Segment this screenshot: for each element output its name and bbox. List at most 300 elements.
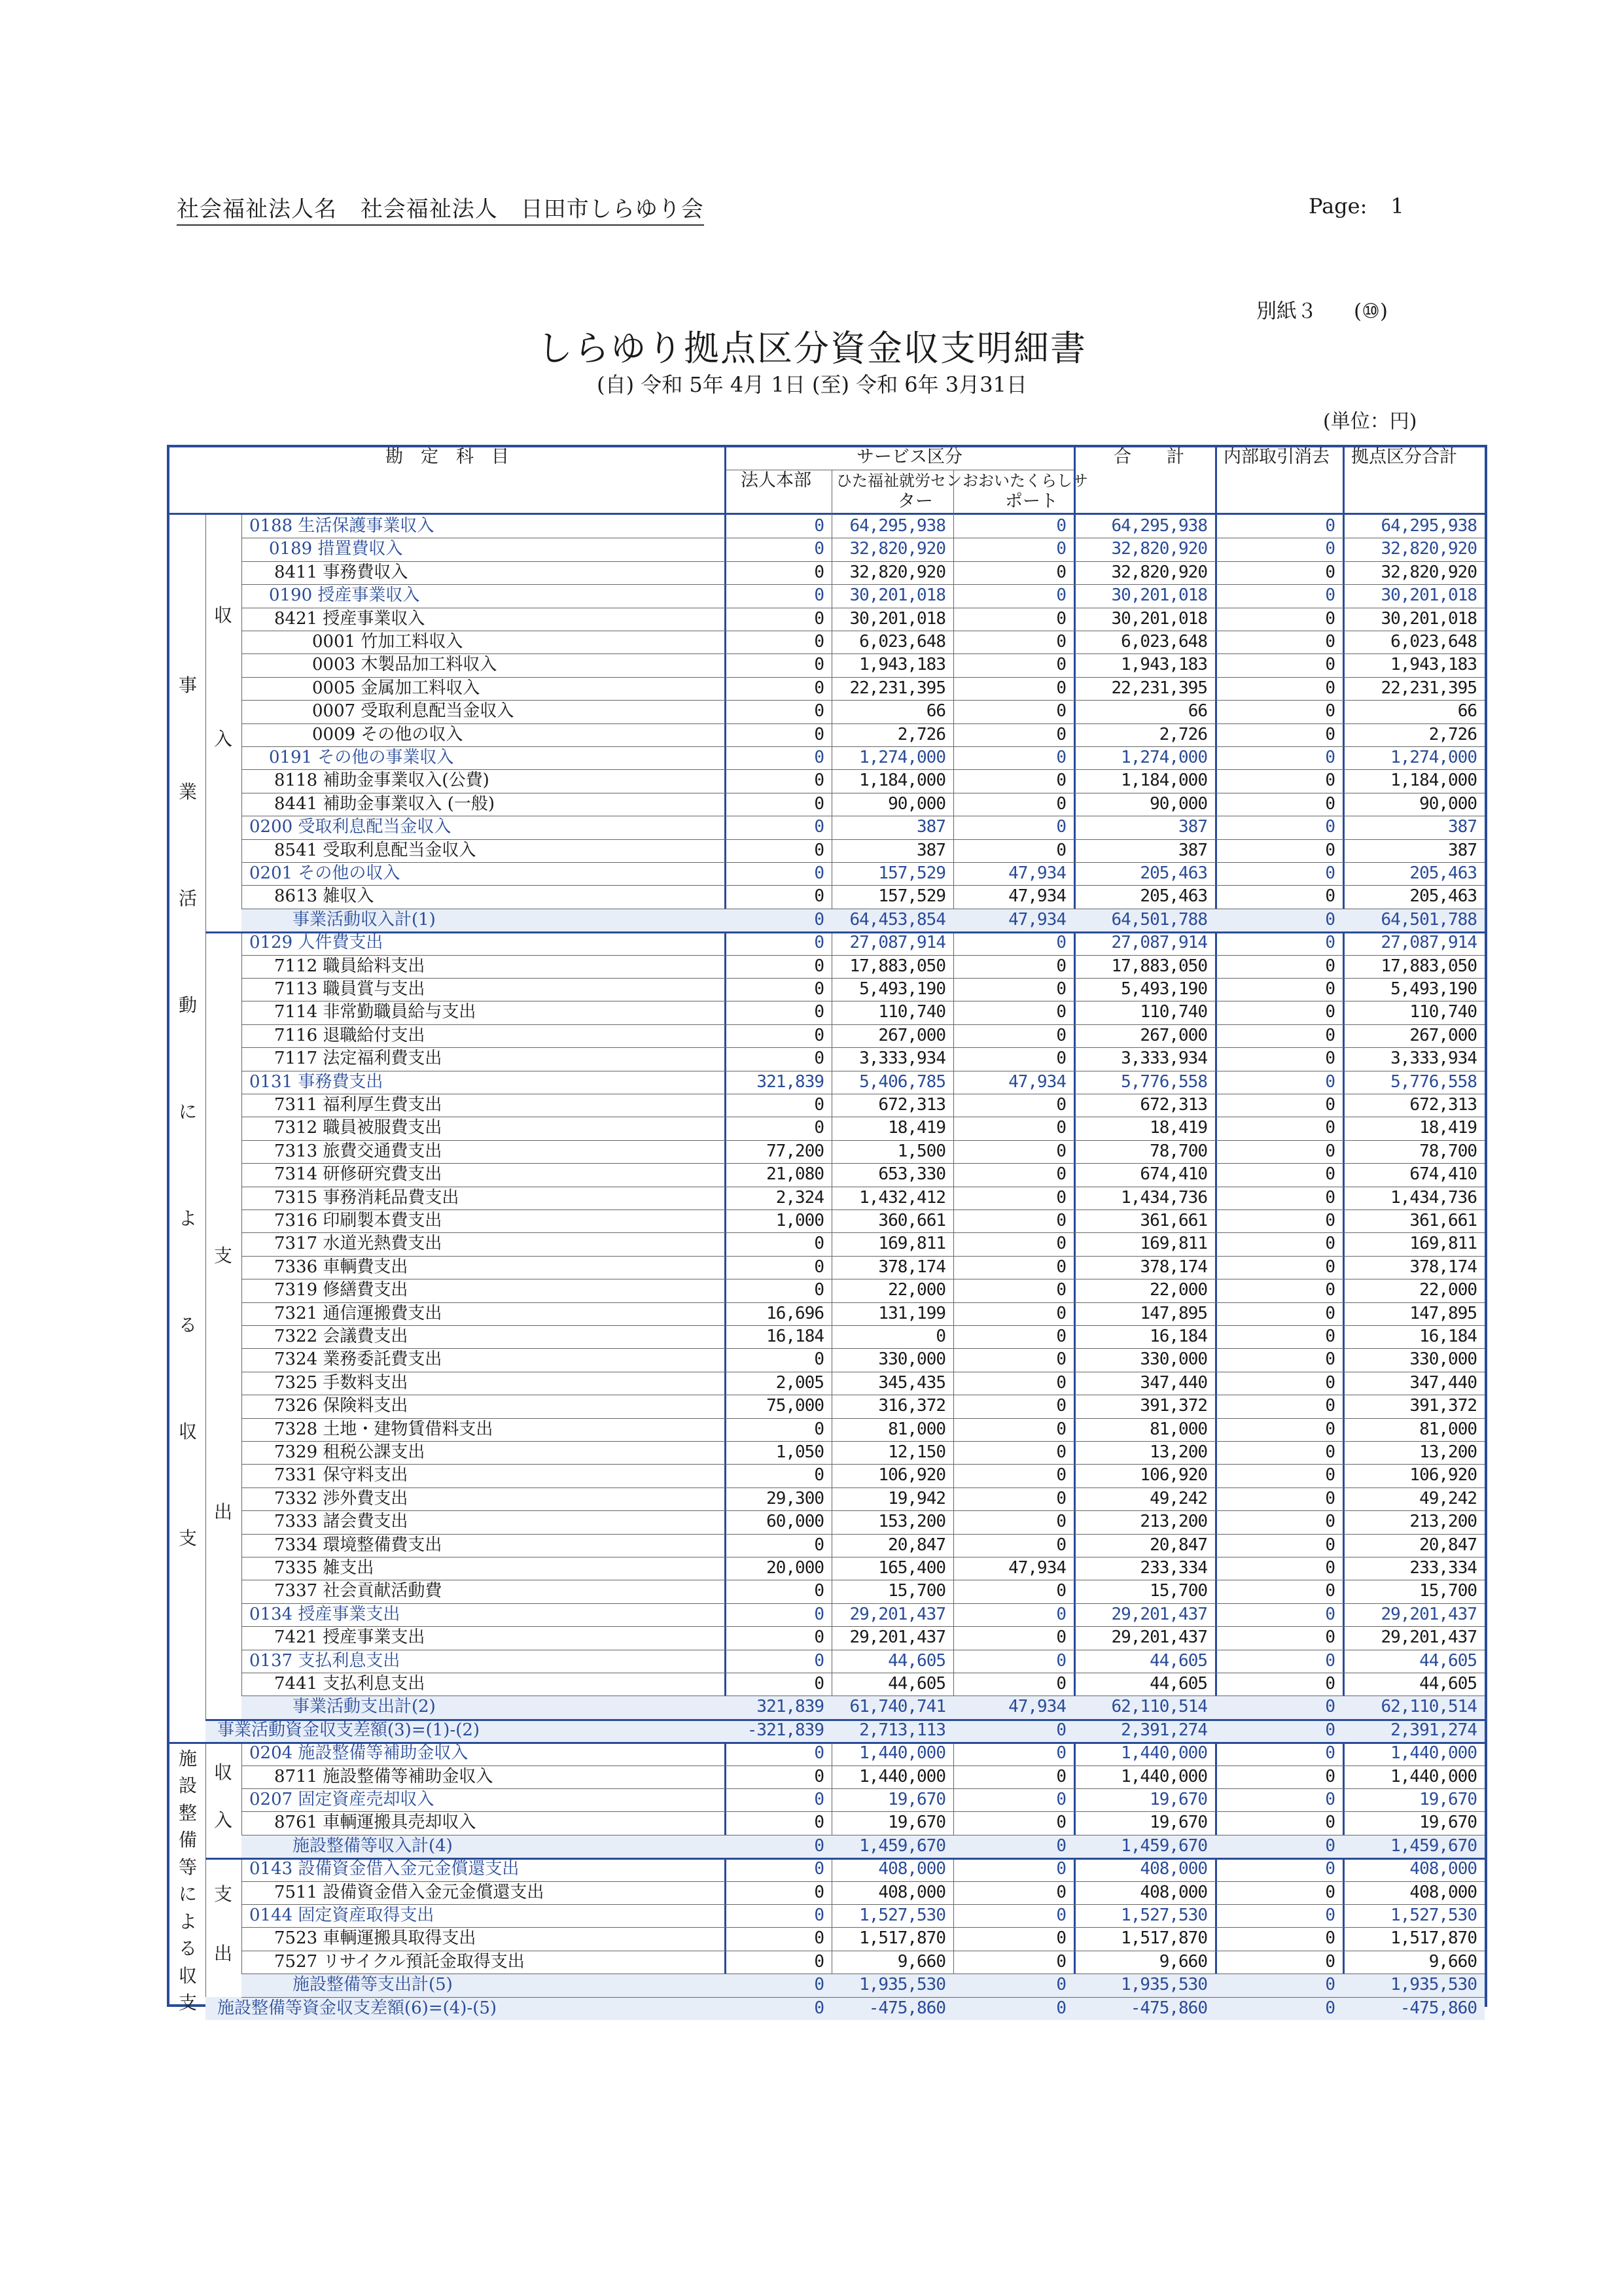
row-value: 29,201,437: [1381, 1627, 1477, 1648]
row-rule: [241, 1024, 1485, 1025]
row-value: 0: [1325, 1234, 1335, 1254]
row-value: 0: [1325, 909, 1335, 930]
row-value: 0: [814, 1465, 824, 1486]
row-value: 205,463: [1140, 886, 1207, 907]
corp-name-line: [177, 191, 704, 226]
row-value: 0: [1325, 1211, 1335, 1230]
row-rule: [241, 1256, 1485, 1257]
row-value: 1,440,000: [1390, 1766, 1477, 1786]
row-value: 16,184: [766, 1327, 824, 1346]
row-label: 施設整備等収入計(4): [292, 1835, 453, 1856]
row-value: 1,050: [775, 1442, 824, 1462]
row-value: 0: [936, 1327, 945, 1346]
row-rule: [241, 1788, 1485, 1789]
row-value: 267,000: [878, 1025, 945, 1045]
row-value: 0: [1056, 1998, 1066, 2018]
business-label-char: よ: [178, 1208, 197, 1229]
row-value: 0: [814, 1674, 824, 1694]
row-value: 47,934: [1008, 1071, 1066, 1092]
col-hita-header-2: ター: [898, 491, 933, 512]
row-value: 20,847: [888, 1535, 945, 1555]
row-value: 0: [1056, 1928, 1066, 1949]
row-value: 0: [814, 1766, 824, 1786]
row-label: 7333 諸会費支出: [274, 1512, 408, 1532]
row-value: 0: [814, 1581, 824, 1601]
row-label: 0144 固定資産取得支出: [249, 1905, 434, 1925]
header-bottom-rule: [169, 513, 1485, 515]
facility-in-label-char: 入: [213, 1809, 232, 1832]
row-label: 8761 車輌運搬具売却収入: [274, 1813, 476, 1833]
row-value: 0: [1325, 1604, 1335, 1624]
row-label: 7316 印刷製本費支出: [274, 1211, 442, 1230]
row-value: 0: [1056, 678, 1066, 698]
row-value: 0: [1056, 1280, 1066, 1300]
row-value: 0: [1325, 1257, 1335, 1277]
row-value: 0: [1056, 1442, 1066, 1462]
row-value: 233,334: [1409, 1558, 1477, 1578]
row-value: 0: [1325, 1303, 1335, 1323]
facility-label-char: よ: [178, 1910, 197, 1932]
row-value: 0: [1325, 608, 1335, 629]
row-value: 2,726: [897, 724, 945, 744]
row-value: 0: [1325, 539, 1335, 559]
row-value: 1,274,000: [1390, 748, 1477, 767]
row-value: -475,860: [1130, 1998, 1207, 2018]
col-internal-header: 内部取引消去: [1224, 447, 1330, 467]
row-value: 0: [1325, 1835, 1335, 1856]
row-value: 0: [1325, 1790, 1335, 1809]
row-value: 316,372: [878, 1396, 945, 1416]
row-value: 0: [814, 1813, 824, 1833]
row-value: 2,726: [1159, 724, 1207, 744]
row-value: 0: [814, 863, 824, 883]
row-value: 66: [1188, 701, 1207, 722]
row-value: 0: [1325, 655, 1335, 675]
row-rule: [241, 1441, 1485, 1442]
row-value: 0: [814, 933, 824, 953]
row-value: 1,943,183: [859, 655, 945, 675]
row-value: 0: [814, 516, 824, 536]
row-value: 0: [1325, 1419, 1335, 1439]
row-value: 22,000: [888, 1280, 945, 1300]
row-label: 0003 木製品加工料収入: [312, 655, 497, 675]
row-value: 0: [1325, 678, 1335, 698]
business-out-label-char: 出: [213, 1501, 232, 1523]
page-number: 1: [1390, 194, 1404, 218]
row-value: 0: [1056, 516, 1066, 536]
row-value: 0: [814, 1118, 824, 1138]
row-value: 0: [814, 1975, 824, 1995]
row-value: 0: [814, 748, 824, 767]
row-value: 0: [814, 1998, 824, 2018]
row-value: 0: [1056, 1604, 1066, 1624]
row-value: 1,440,000: [859, 1766, 945, 1786]
row-value: 387: [1178, 840, 1207, 860]
row-value: 64,501,788: [1381, 909, 1477, 930]
row-rule: [241, 1140, 1485, 1141]
row-value: 17,883,050: [849, 956, 945, 976]
row-value: 0: [1056, 1327, 1066, 1346]
row-value: 6,023,648: [859, 632, 945, 652]
row-value: 0: [1325, 1002, 1335, 1022]
business-label-char: に: [178, 1101, 197, 1123]
row-label: 事業活動収入計(1): [292, 909, 436, 930]
row-value: 3,333,934: [1390, 1049, 1477, 1069]
row-label: 7331 保守料支出: [274, 1465, 408, 1486]
row-value: 0: [1056, 1951, 1066, 1972]
row-value: 0: [814, 979, 824, 999]
col-honbu-header: 法人本部: [741, 470, 811, 491]
row-value: 0: [1056, 793, 1066, 814]
business-label-char: 動: [178, 994, 197, 1017]
row-value: 391,372: [1140, 1396, 1207, 1416]
row-value: 29,201,437: [1381, 1604, 1477, 1624]
row-value: 674,410: [1140, 1164, 1207, 1185]
row-rule: [241, 1163, 1485, 1164]
row-rule: [241, 1418, 1485, 1419]
row-value: 0: [814, 1790, 824, 1809]
row-value: 1,184,000: [1390, 771, 1477, 791]
row-label: 7523 車輌運搬具取得支出: [274, 1928, 476, 1949]
row-value: 15,700: [888, 1581, 945, 1601]
row-value: 3,333,934: [1121, 1049, 1207, 1069]
row-rule: [241, 1348, 1485, 1349]
row-label: 7329 租税公課支出: [274, 1442, 425, 1462]
row-value: 360,661: [878, 1211, 945, 1230]
row-value: 387: [1448, 817, 1477, 837]
row-label: 8613 雑収入: [274, 886, 374, 907]
row-rule: [241, 769, 1485, 770]
row-value: 0: [1056, 1372, 1066, 1393]
row-value: -475,860: [868, 1998, 945, 2018]
row-value: 5,493,190: [1121, 979, 1207, 999]
row-value: 0: [814, 1882, 824, 1902]
row-value: 0: [1325, 1187, 1335, 1208]
row-value: 1,517,870: [859, 1928, 945, 1949]
row-label: 8441 補助金事業収入 (一般): [274, 793, 495, 814]
facility-out-label-char: 出: [213, 1943, 232, 1964]
row-label: 7527 リサイクル預託金取得支出: [274, 1951, 525, 1972]
row-label: 0200 受取利息配当金収入: [249, 817, 451, 837]
corp-name: 社会福祉法人 日田市しらゆり会: [360, 196, 704, 222]
row-value: 66: [926, 701, 945, 722]
row-value: 672,313: [1140, 1095, 1207, 1115]
row-value: -321,839: [747, 1720, 824, 1740]
row-value: 0: [1056, 1650, 1066, 1671]
row-value: 19,670: [1150, 1813, 1207, 1833]
row-value: 5,406,785: [859, 1071, 945, 1092]
row-value: 147,895: [1409, 1303, 1477, 1323]
row-rule: [241, 1904, 1485, 1905]
row-value: 1,440,000: [1390, 1743, 1477, 1764]
row-value: 0: [814, 1234, 824, 1254]
row-value: 19,670: [1150, 1790, 1207, 1809]
row-label: 0129 人件費支出: [249, 933, 383, 953]
row-value: 0: [1325, 1720, 1335, 1740]
row-value: 1,432,412: [859, 1187, 945, 1208]
row-rule: [241, 1765, 1485, 1766]
row-value: 0: [1325, 1813, 1335, 1833]
row-value: 66: [1457, 701, 1477, 722]
row-value: 64,295,938: [849, 516, 945, 536]
row-value: 9,660: [897, 1951, 945, 1972]
row-value: 12,150: [888, 1442, 945, 1462]
row-value: 387: [917, 817, 945, 837]
row-rule: [241, 1881, 1485, 1882]
row-value: 330,000: [878, 1349, 945, 1370]
row-label: 7317 水道光熱費支出: [274, 1234, 442, 1254]
row-value: 0: [1056, 840, 1066, 860]
row-value: 0: [814, 655, 824, 675]
row-value: 233,334: [1140, 1558, 1207, 1578]
row-label: 7335 雑支出: [274, 1558, 374, 1578]
col-base-total-header: 拠点区分合計: [1351, 447, 1457, 467]
row-rule: [241, 1302, 1485, 1303]
col-account-header: 勘 定 科 目: [385, 447, 509, 467]
row-value: 0: [1056, 1303, 1066, 1323]
row-value: 1,184,000: [859, 771, 945, 791]
row-value: 0: [814, 1049, 824, 1069]
row-rule: [241, 1626, 1485, 1627]
row-value: 2,391,274: [1121, 1720, 1207, 1740]
row-value: 64,501,788: [1111, 909, 1207, 930]
row-value: 0: [1056, 1512, 1066, 1532]
row-label: 7311 福利厚生費支出: [274, 1095, 442, 1115]
row-value: 378,174: [878, 1257, 945, 1277]
row-label: 0137 支払利息支出: [249, 1650, 400, 1671]
row-value: 408,000: [1140, 1882, 1207, 1902]
row-rule: [241, 1811, 1485, 1812]
row-value: 19,670: [1419, 1790, 1477, 1809]
row-value: 0: [814, 771, 824, 791]
row-value: 169,811: [1409, 1234, 1477, 1254]
row-value: 378,174: [1140, 1257, 1207, 1277]
row-value: 0: [1325, 585, 1335, 606]
row-value: 0: [1056, 562, 1066, 582]
row-value: 0: [1325, 886, 1335, 907]
row-value: 17,883,050: [1381, 956, 1477, 976]
row-value: 30,201,018: [849, 585, 945, 606]
row-value: 44,605: [1150, 1650, 1207, 1671]
row-label: 7332 渉外費支出: [274, 1488, 408, 1508]
row-value: 32,820,920: [1381, 562, 1477, 582]
row-value: 2,713,113: [859, 1720, 945, 1740]
row-rule: [241, 1534, 1485, 1535]
row-value: 2,391,274: [1390, 1720, 1477, 1740]
row-value: 9,660: [1428, 1951, 1477, 1972]
facility-label-char: 設: [178, 1775, 197, 1797]
row-value: 0: [1056, 1349, 1066, 1370]
row-value: 267,000: [1409, 1025, 1477, 1045]
row-rule: [241, 1927, 1485, 1928]
side-col-divider-1: [205, 515, 206, 2020]
row-value: 0: [814, 608, 824, 629]
row-value: -475,860: [1400, 1998, 1477, 2018]
row-value: 19,670: [888, 1813, 945, 1833]
row-value: 22,231,395: [849, 678, 945, 698]
row-value: 0: [1325, 1627, 1335, 1648]
row-value: 0: [1325, 1928, 1335, 1949]
row-label: 7322 会議費支出: [274, 1327, 408, 1346]
row-value: 672,313: [1409, 1095, 1477, 1115]
row-value: 391,372: [1409, 1396, 1477, 1416]
row-value: 18,419: [1150, 1118, 1207, 1138]
row-value: 64,295,938: [1111, 516, 1207, 536]
row-value: 0: [1325, 1512, 1335, 1532]
row-value: 1,500: [897, 1141, 945, 1161]
business-label-char: 活: [178, 888, 197, 910]
row-value: 22,231,395: [1111, 678, 1207, 698]
col-hita-header-1: ひた福祉就労セン: [836, 472, 962, 490]
col-ooita-header-2: ポート: [1005, 491, 1058, 512]
row-value: 78,700: [1419, 1141, 1477, 1161]
row-value: 653,330: [878, 1164, 945, 1185]
facility-out-label-char: 支: [213, 1883, 232, 1905]
row-value: 205,463: [1140, 863, 1207, 883]
row-value: 0: [1325, 1141, 1335, 1161]
row-label: 7324 業務委託費支出: [274, 1349, 442, 1370]
row-value: 0: [1056, 1049, 1066, 1069]
row-value: 29,201,437: [1111, 1604, 1207, 1624]
row-value: 15,700: [1419, 1581, 1477, 1601]
row-value: 0: [1056, 1535, 1066, 1555]
row-value: 62,110,514: [1111, 1697, 1207, 1717]
row-value: 9,660: [1159, 1951, 1207, 1972]
business-label-char: 収: [178, 1420, 197, 1442]
page-label: Page:: [1309, 194, 1368, 218]
corp-label: 社会福祉法人名: [177, 196, 337, 222]
row-value: 0: [1056, 1743, 1066, 1764]
row-value: 0: [814, 793, 824, 814]
row-value: 0: [1325, 1164, 1335, 1185]
row-value: 408,000: [1409, 1859, 1477, 1879]
row-value: 5,493,190: [859, 979, 945, 999]
row-label: 7314 研修研究費支出: [274, 1164, 442, 1185]
business-out-label-char: 支: [213, 1245, 232, 1267]
row-value: 106,920: [1140, 1465, 1207, 1486]
row-value: 47,934: [1008, 1697, 1066, 1717]
row-rule: [241, 978, 1485, 979]
row-value: 0: [1056, 1835, 1066, 1856]
row-value: 0: [1056, 1141, 1066, 1161]
row-label: 8411 事務費収入: [274, 562, 408, 582]
row-label: 7337 社会貢献活動費: [274, 1581, 442, 1601]
row-rule: [241, 1325, 1485, 1326]
row-value: 0: [1056, 1720, 1066, 1740]
row-value: 1,434,736: [1390, 1187, 1477, 1208]
row-rule: [241, 839, 1485, 840]
row-value: 0: [1325, 1465, 1335, 1486]
row-value: 1,274,000: [859, 748, 945, 767]
row-value: 0: [1056, 1211, 1066, 1230]
row-value: 1,184,000: [1121, 771, 1207, 791]
row-value: 81,000: [888, 1419, 945, 1439]
row-value: 0: [814, 585, 824, 606]
row-value: 361,661: [1409, 1211, 1477, 1230]
page-title: しらゆり拠点区分資金収支明細書: [537, 328, 1087, 369]
row-value: 0: [1325, 1025, 1335, 1045]
row-value: 0: [814, 1743, 824, 1764]
facility-label-char: 収: [178, 1964, 197, 1987]
row-value: 0: [1056, 933, 1066, 953]
row-value: 0: [1325, 1859, 1335, 1879]
row-value: 16,696: [766, 1303, 824, 1323]
row-value: 27,087,914: [1111, 933, 1207, 953]
row-value: 30,201,018: [1381, 585, 1477, 606]
row-value: 60,000: [766, 1512, 824, 1532]
row-value: 1,943,183: [1121, 655, 1207, 675]
statement-table: [167, 445, 1487, 2018]
row-value: 6,023,648: [1121, 632, 1207, 652]
row-value: 0: [1325, 1118, 1335, 1138]
row-value: 213,200: [1409, 1512, 1477, 1532]
row-label: 0143 設備資金借入金元金償還支出: [249, 1859, 520, 1879]
row-label: 0190 授産事業収入: [269, 585, 420, 606]
row-rule: [241, 653, 1485, 654]
facility-label-char: 施: [178, 1747, 197, 1769]
row-label: 7325 手数料支出: [274, 1372, 408, 1393]
row-value: 205,463: [1409, 886, 1477, 907]
row-rule: [241, 862, 1485, 863]
row-label: 8711 施設整備等補助金収入: [274, 1766, 493, 1786]
row-value: 0: [814, 678, 824, 698]
row-value: 106,920: [1409, 1465, 1477, 1486]
row-value: 0: [1325, 1581, 1335, 1601]
row-value: 90,000: [888, 793, 945, 814]
row-label: 施設整備等資金収支差額(6)=(4)-(5): [217, 1998, 497, 2018]
row-value: 0: [1325, 1743, 1335, 1764]
row-label: 0204 施設整備等補助金収入: [249, 1743, 468, 1764]
row-label: 0189 措置費収入: [269, 539, 403, 559]
row-value: 0: [1056, 1095, 1066, 1115]
row-value: 49,242: [1419, 1488, 1477, 1508]
row-value: 0: [1325, 1349, 1335, 1370]
row-value: 0: [1056, 1581, 1066, 1601]
row-value: 17,883,050: [1111, 956, 1207, 976]
row-value: 0: [814, 1905, 824, 1925]
appendix-text: 別紙３: [1256, 300, 1317, 323]
row-value: 47,934: [1008, 1558, 1066, 1578]
row-label: 7112 職員給料支出: [274, 956, 425, 976]
row-value: 0: [1325, 1095, 1335, 1115]
row-value: 1,459,670: [859, 1835, 945, 1856]
row-label: 0007 受取利息配当金収入: [312, 701, 514, 722]
row-value: 0: [1325, 1998, 1335, 2018]
row-value: 49,242: [1150, 1488, 1207, 1508]
row-value: 110,740: [1409, 1002, 1477, 1022]
row-value: 18,419: [888, 1118, 945, 1138]
row-value: 0: [1056, 748, 1066, 767]
facility-label-char: 等: [178, 1856, 197, 1878]
row-value: 0: [1325, 1975, 1335, 1995]
row-value: 0: [1056, 701, 1066, 722]
row-value: 153,200: [878, 1512, 945, 1532]
row-label: 0131 事務費支出: [249, 1071, 383, 1092]
row-label: 8118 補助金事業収入(公費): [274, 771, 489, 791]
row-value: 0: [1325, 1488, 1335, 1508]
business-label-char: る: [178, 1313, 197, 1336]
row-value: 13,200: [1419, 1442, 1477, 1462]
row-rule: [241, 584, 1485, 585]
unit-label: (単位：円): [1323, 410, 1417, 433]
row-value: 19,942: [888, 1488, 945, 1508]
row-value: 0: [1325, 1372, 1335, 1393]
row-value: 213,200: [1140, 1512, 1207, 1532]
row-value: 0: [1056, 539, 1066, 559]
row-rule: [241, 561, 1485, 562]
row-value: 0: [1056, 979, 1066, 999]
row-rule: [241, 1487, 1485, 1488]
